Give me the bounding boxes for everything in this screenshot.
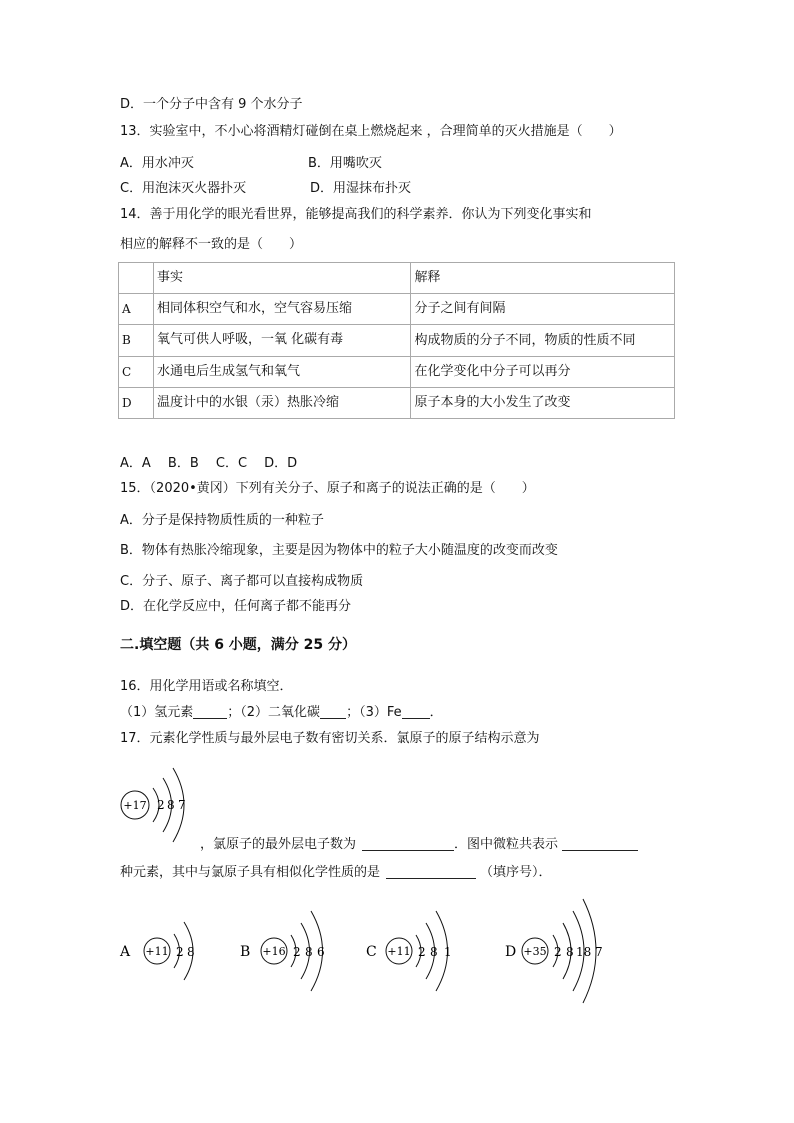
atom-diagram-b — [238, 905, 338, 995]
electron-count: 8 — [430, 945, 438, 959]
q14-stem-line1: 14．善于用化学的眼光看世界，能够提高我们的科学素养．你认为下列变化事实和 — [120, 207, 592, 222]
row-fact: 水通电后生成氢气和氧气 — [153, 357, 411, 388]
atom-diagram-a — [120, 908, 210, 992]
nucleus-charge: +16 — [262, 945, 286, 958]
row-fact: 温度计中的水银（汞）热胀冷缩 — [153, 388, 411, 419]
q14-options: A．A B．B C．C D．D — [120, 456, 298, 471]
q17-blank-similar[interactable] — [386, 864, 476, 879]
table-row — [119, 294, 675, 325]
q17-text2: ．图中微粒共表示 — [454, 837, 559, 852]
electron-count: 18 — [576, 945, 592, 959]
electron-count: 8 — [187, 945, 195, 959]
q17-text4: （填序号）． — [480, 865, 552, 880]
electron-count: 2 — [157, 798, 165, 812]
row-explanation: 在化学变化中分子可以再分 — [411, 357, 675, 388]
row-label: C — [119, 357, 154, 388]
option-label: A — [120, 944, 131, 960]
q17-text3: 种元素，其中与氯原子具有相似化学性质的是 — [120, 865, 381, 880]
nucleus-charge: +35 — [523, 945, 547, 958]
row-label: B — [119, 325, 154, 357]
q17-text1: ，氯原子的最外层电子数为 — [200, 837, 357, 852]
table-header-cell: 解释 — [411, 263, 675, 294]
row-label: D — [119, 388, 154, 419]
electron-count: 2 — [418, 945, 426, 959]
q15-option-a: A．分子是保持物质性质的一种粒子 — [120, 513, 324, 528]
q17-blank-element-count[interactable] — [562, 836, 638, 851]
row-fact: 氧气可供人呼吸，一氧 化碳有毒 — [153, 325, 411, 357]
q16-stem: 16．用化学用语或名称填空． — [120, 679, 293, 694]
chlorine-atom-diagram — [120, 760, 200, 854]
q15-option-c: C．分子、原子、离子都可以直接构成物质 — [120, 574, 364, 589]
q17-stem: 17．元素化学性质与最外层电子数有密切关系．氯原子的原子结构示意为 — [120, 731, 540, 746]
q13-stem: 13．实验室中，不小心将酒精灯碰倒在桌上燃烧起来 ，合理简单的灭火措施是（ ） — [120, 124, 622, 139]
q13-option-b: B．用嘴吹灭 — [308, 156, 382, 171]
electron-count: 2 — [554, 945, 562, 959]
q17-line-2 — [200, 836, 638, 854]
electron-count: 8 — [305, 945, 313, 959]
atom-diagram-d — [503, 895, 613, 1009]
table-row — [119, 357, 675, 388]
q16-blank-1[interactable] — [193, 704, 227, 719]
q12-option-d: D．一个分子中含有 9 个水分子 — [120, 97, 303, 112]
q15-option-b: B．物体有热胀冷缩现象，主要是因为物体中的粒子大小随温度的改变而改变 — [120, 543, 558, 558]
q16-parts — [120, 704, 443, 722]
electron-count: 7 — [595, 945, 603, 959]
q17-line-3 — [120, 864, 552, 882]
q16-part3: ；（3）Fe — [346, 705, 402, 720]
q13-option-c: C．用泡沫灭火器扑灭 — [120, 181, 247, 196]
option-label: D — [505, 944, 517, 960]
q13-option-a: A．用水冲灭 — [120, 156, 194, 171]
option-label: C — [366, 944, 377, 960]
q16-part1: （1）氢元素 — [120, 705, 194, 720]
electron-count: 8 — [167, 798, 175, 812]
table-header-row — [119, 263, 675, 294]
section-heading: 二.填空题（共 6 小题，满分 25 分） — [120, 637, 357, 653]
q16-part2: ；（2）二氧化碳 — [227, 705, 321, 720]
atom-diagram-c — [366, 905, 466, 995]
q17-blank-outer-electrons[interactable] — [362, 836, 454, 851]
q14-table — [118, 262, 675, 419]
electron-count: 7 — [178, 798, 186, 812]
row-label: A — [119, 294, 154, 325]
q13-option-d: D．用湿抹布扑灭 — [310, 181, 412, 196]
electron-count: 8 — [566, 945, 574, 959]
row-explanation: 构成物质的分子不同，物质的性质不同 — [411, 325, 675, 357]
electron-count: 6 — [317, 945, 325, 959]
q14-stem-line2: 相应的解释不一致的是（ ） — [120, 237, 303, 252]
q16-blank-3[interactable] — [402, 704, 430, 719]
nucleus-charge: +17 — [123, 799, 147, 812]
electron-count: 2 — [293, 945, 301, 959]
electron-count: 1 — [444, 945, 452, 959]
electron-count: 2 — [176, 945, 184, 959]
nucleus-charge: +11 — [145, 945, 169, 958]
table-row — [119, 388, 675, 419]
table-header-cell — [119, 263, 154, 294]
row-explanation: 原子本身的大小发生了改变 — [411, 388, 675, 419]
q15-option-d: D．在化学反应中，任何离子都不能再分 — [120, 599, 352, 614]
option-label: B — [240, 944, 251, 960]
nucleus-charge: +11 — [387, 945, 411, 958]
table-header-cell: 事实 — [153, 263, 411, 294]
table-row — [119, 325, 675, 357]
row-explanation: 分子之间有间隔 — [411, 294, 675, 325]
q15-stem: 15．（2020•黄冈）下列有关分子、原子和离子的说法正确的是（ ） — [120, 481, 535, 496]
q16-blank-2[interactable] — [320, 704, 346, 719]
row-fact: 相同体积空气和水，空气容易压缩 — [153, 294, 411, 325]
q16-end: ． — [429, 705, 443, 720]
